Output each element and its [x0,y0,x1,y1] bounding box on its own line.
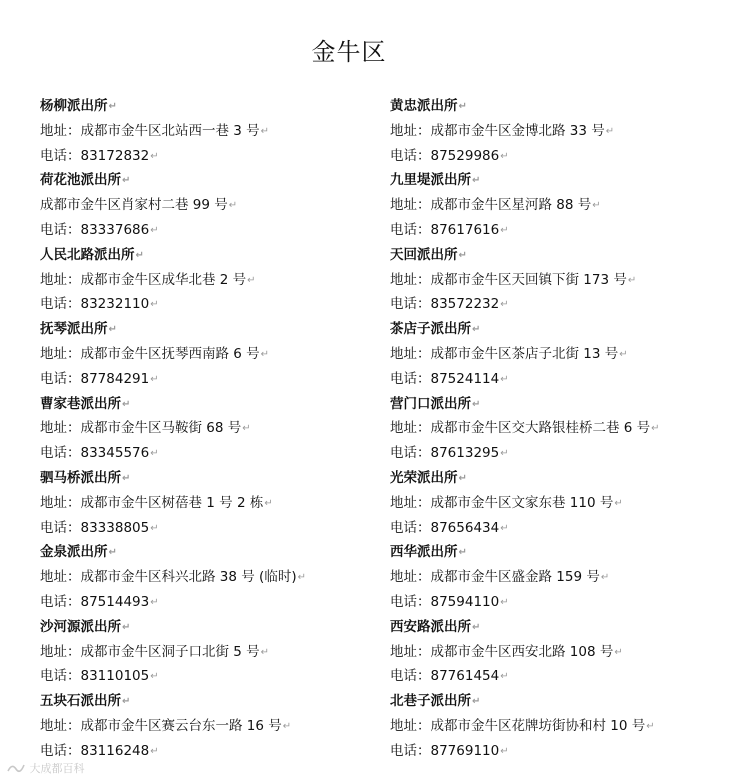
paragraph-mark-icon: ↵ [458,101,467,112]
station-address: 地址：成都市金牛区金博北路 33 号 [390,122,605,139]
paragraph-mark-icon: ↵ [122,472,131,484]
station-phone: 电话：83572232 [390,296,500,313]
paragraph-mark-icon: ↵ [150,224,159,236]
station-address: 地址：成都市金牛区交大路银桂桥二巷 6 号 [390,420,651,437]
paragraph-mark-icon: ↵ [472,398,481,410]
paragraph-mark-icon: ↵ [122,175,131,187]
paragraph-mark-icon: ↵ [500,299,509,311]
station-address-line [40,640,380,665]
station-phone: 电话：87656434 [390,519,500,536]
station-entry [40,243,380,317]
station-entry [390,392,735,466]
station-name-line [390,392,735,417]
station-name: 九里堤派出所 [390,172,471,189]
station-phone-line [40,367,380,392]
paragraph-mark-icon: ↵ [458,472,467,484]
page-title: 金牛区 [311,38,387,66]
station-phone-line [40,441,380,466]
paragraph-mark-icon: ↵ [472,175,481,187]
paragraph-mark-icon: ↵ [242,423,251,435]
station-address-line [40,491,380,516]
station-phone: 电话：83110105 [40,668,150,685]
station-address-line [390,416,735,441]
paragraph-mark-icon: ↵ [150,373,159,385]
station-phone: 电话：87769110 [390,742,500,759]
station-entry [390,243,735,317]
station-address: 地址：成都市金牛区天回镇下街 173 号 [390,271,627,288]
station-address: 地址：成都市金牛区抚琴西南路 6 号 [40,345,260,362]
station-name-line [40,317,380,342]
station-entry [40,392,380,466]
paragraph-mark-icon: ↵ [150,745,159,757]
station-name: 人民北路派出所 [40,246,135,263]
station-name: 荷花池派出所 [40,172,121,189]
station-address: 地址：成都市金牛区马鞍街 68 号 [40,420,242,437]
station-name-line [40,168,380,193]
station-name-line [40,243,380,268]
station-address: 地址：成都市金牛区花牌坊街协和村 10 号 [390,717,646,734]
paragraph-mark-icon: ↵ [500,373,509,385]
paragraph-mark-icon: ↵ [500,745,509,757]
station-name: 杨柳派出所 [40,98,108,114]
station-phone-line [390,218,735,243]
station-phone-line [390,664,735,689]
station-entry [40,317,380,391]
station-name-line [40,392,380,417]
station-name-line [40,615,380,640]
station-entry [390,94,735,168]
station-entry [40,540,380,614]
paragraph-mark-icon: ↵ [500,448,509,460]
station-name-line [390,168,735,193]
station-entry [390,168,735,242]
station-phone-line [40,218,380,243]
station-name-line [40,540,380,565]
station-phone: 电话：87524114 [390,370,500,387]
station-address: 地址：成都市金牛区科兴北路 38 号 (临时) [40,569,297,586]
right-column [390,94,735,764]
paragraph-mark-icon: ↵ [122,696,131,708]
station-name-line [390,243,735,268]
station-entry [40,94,380,168]
station-name: 光荣派出所 [390,469,458,486]
station-address: 成都市金牛区肖家村二巷 99 号 [40,197,228,214]
station-phone: 电话：87617616 [390,221,500,238]
paragraph-mark-icon: ↵ [228,200,238,212]
station-phone: 电话：83116248 [40,742,150,759]
station-name-line [390,689,735,714]
station-entry [390,466,735,540]
station-address-line [390,342,735,367]
station-address-line [40,119,380,144]
station-name-line [390,94,735,119]
station-phone: 电话：83232110 [40,296,150,313]
station-address: 地址：成都市金牛区茶店子北街 13 号 [390,345,619,362]
paragraph-mark-icon: ↵ [614,497,623,509]
station-address-line [390,640,735,665]
watermark-text: 大成都百科 [29,762,85,775]
paragraph-mark-icon: ↵ [472,324,481,336]
paragraph-mark-icon: ↵ [150,522,159,534]
paragraph-mark-icon: ↵ [150,299,159,311]
station-entry [390,540,735,614]
station-entry [40,615,380,689]
paragraph-mark-icon: ↵ [600,572,610,584]
station-address-line [40,714,380,739]
station-address-line [40,565,380,590]
paragraph-mark-icon: ↵ [150,671,159,683]
station-phone-line [390,590,735,615]
paragraph-mark-icon: ↵ [260,348,270,360]
station-name-line [40,466,380,491]
station-name: 曹家巷派出所 [40,395,121,412]
station-phone: 电话：87613295 [390,445,500,462]
paragraph-mark-icon: ↵ [108,101,117,112]
station-address-line [40,416,380,441]
station-phone: 电话：83172832 [40,147,150,164]
station-phone-line [390,144,735,169]
station-phone-line [40,590,380,615]
station-address-line [390,714,735,739]
station-phone: 电话：87514493 [40,593,150,610]
station-address-line [390,193,735,218]
station-phone-line [390,739,735,764]
station-name: 西华派出所 [390,544,458,561]
station-name: 茶店子派出所 [390,321,471,338]
paragraph-mark-icon: ↵ [260,125,270,137]
station-address-line [40,193,380,218]
station-phone: 电话：87784291 [40,370,150,387]
station-phone: 电话：87761454 [390,668,500,685]
paragraph-mark-icon: ↵ [614,646,623,658]
station-address-line [390,268,735,293]
paragraph-mark-icon: ↵ [108,547,117,559]
paragraph-mark-icon: ↵ [500,522,509,534]
station-name-line [390,615,735,640]
station-phone: 电话：87594110 [390,593,500,610]
station-address: 地址：成都市金牛区树蓓巷 1 号 2 栋 [40,494,264,511]
station-name: 抚琴派出所 [40,321,108,338]
station-address-line [40,342,380,367]
station-address: 地址：成都市金牛区星河路 88 号 [390,197,592,214]
station-name-line [390,317,735,342]
station-phone-line [40,664,380,689]
paragraph-mark-icon: ↵ [150,448,159,460]
station-address: 地址：成都市金牛区北站西一巷 3 号 [40,122,260,139]
paragraph-mark-icon: ↵ [135,249,144,261]
paragraph-mark-icon: ↵ [150,150,159,162]
station-entry [390,689,735,763]
station-name-line [40,94,380,119]
station-name: 北巷子派出所 [390,693,471,710]
paragraph-mark-icon: ↵ [472,696,481,708]
paragraph-mark-icon: ↵ [605,125,615,137]
paragraph-mark-icon: ↵ [122,621,131,633]
station-name: 沙河源派出所 [40,618,121,635]
station-name: 西安路派出所 [390,618,471,635]
paragraph-mark-icon: ↵ [619,348,628,360]
station-phone-line [390,441,735,466]
station-phone-line [390,292,735,317]
station-phone: 电话：83345576 [40,445,150,462]
paragraph-mark-icon: ↵ [108,324,117,336]
station-name-line [390,540,735,565]
station-entry [40,689,380,763]
station-address: 地址：成都市金牛区赛云台东一路 16 号 [40,717,282,734]
station-address: 地址：成都市金牛区成华北巷 2 号 [40,271,247,288]
paragraph-mark-icon: ↵ [458,547,467,559]
station-entry [40,466,380,540]
station-name-line [390,466,735,491]
station-address-line [390,119,735,144]
station-entry [40,168,380,242]
station-name: 黄忠派出所 [390,98,458,114]
paragraph-mark-icon: ↵ [500,671,509,683]
station-phone-line [390,367,735,392]
station-address: 地址：成都市金牛区西安北路 108 号 [390,643,614,660]
paragraph-mark-icon: ↵ [297,572,306,584]
station-phone: 电话：83338805 [40,519,150,536]
paragraph-mark-icon: ↵ [592,200,601,212]
station-entry [390,317,735,391]
station-phone-line [40,144,380,169]
station-phone-line [40,292,380,317]
left-column [40,94,380,764]
paragraph-mark-icon: ↵ [500,150,509,162]
station-address-line [40,268,380,293]
station-phone-line [390,516,735,541]
paragraph-mark-icon: ↵ [651,423,660,435]
station-phone-line [40,739,380,764]
station-address-line [390,491,735,516]
station-entry [390,615,735,689]
paragraph-mark-icon: ↵ [150,596,159,608]
station-name: 五块石派出所 [40,693,121,710]
paragraph-mark-icon: ↵ [247,274,256,286]
paragraph-mark-icon: ↵ [260,646,270,658]
paragraph-mark-icon: ↵ [282,720,292,732]
station-address: 地址：成都市金牛区洞子口北街 5 号 [40,643,260,660]
paragraph-mark-icon: ↵ [646,720,655,732]
station-phone-line [40,516,380,541]
paragraph-mark-icon: ↵ [458,249,467,261]
paragraph-mark-icon: ↵ [500,596,509,608]
station-name: 营门口派出所 [390,395,471,412]
station-address: 地址：成都市金牛区盛金路 159 号 [390,569,600,586]
station-name: 驷马桥派出所 [40,469,121,486]
station-name: 天回派出所 [390,246,458,263]
paragraph-mark-icon: ↵ [472,621,481,633]
watermark [6,760,85,776]
station-address: 地址：成都市金牛区文家东巷 110 号 [390,494,614,511]
station-address-line [390,565,735,590]
paragraph-mark-icon: ↵ [500,224,509,236]
paragraph-mark-icon: ↵ [264,497,273,509]
watermark-logo-icon [6,761,26,775]
paragraph-mark-icon: ↵ [122,398,131,410]
station-phone: 电话：87529986 [390,147,500,164]
paragraph-mark-icon: ↵ [627,274,637,286]
station-name: 金泉派出所 [40,544,108,561]
station-name-line [40,689,380,714]
station-phone: 电话：83337686 [40,221,150,238]
